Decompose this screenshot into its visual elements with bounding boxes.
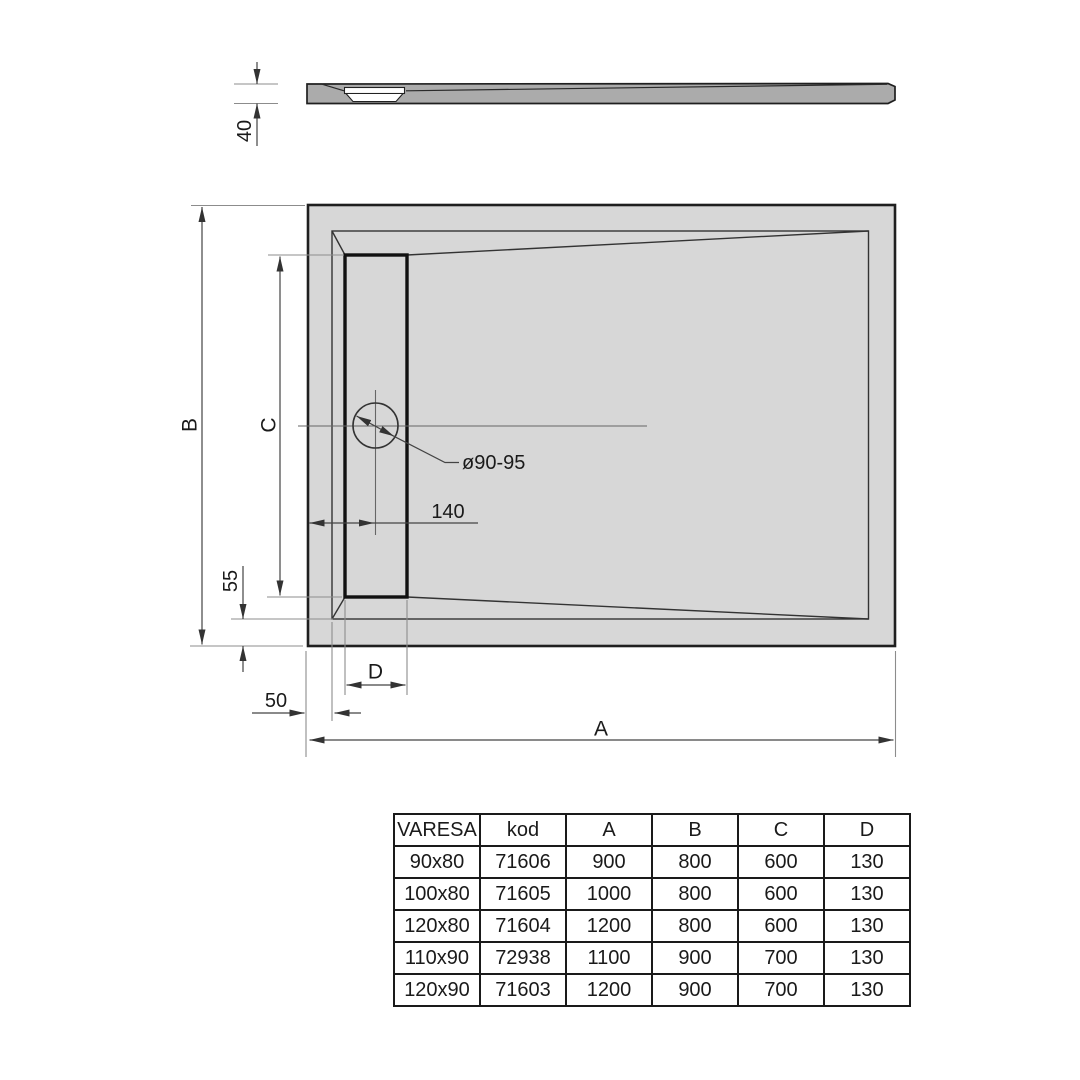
table-cell-c: 600 bbox=[738, 910, 824, 942]
table-cell-d: 130 bbox=[824, 910, 910, 942]
table-cell-a: 1200 bbox=[566, 910, 652, 942]
table-cell-a: 900 bbox=[566, 846, 652, 878]
dim-label-40: 40 bbox=[234, 119, 256, 143]
table-header-row bbox=[394, 814, 910, 846]
dim-label-B: B bbox=[178, 417, 202, 433]
plan-view bbox=[298, 205, 895, 646]
table-row bbox=[394, 846, 910, 878]
profile-view bbox=[307, 84, 895, 104]
table-cell-c: 700 bbox=[738, 942, 824, 974]
table-header-varesa: VARESA bbox=[394, 814, 480, 846]
table-cell-b: 800 bbox=[652, 878, 738, 910]
table-cell-size: 110x90 bbox=[394, 942, 480, 974]
spec-table bbox=[393, 813, 911, 1007]
dim-label-50: 50 bbox=[264, 690, 288, 712]
profile-drain-lip bbox=[345, 88, 405, 94]
table-header-b: B bbox=[652, 814, 738, 846]
table-cell-b: 900 bbox=[652, 974, 738, 1006]
table-row bbox=[394, 910, 910, 942]
table-cell-d: 130 bbox=[824, 846, 910, 878]
table-cell-c: 700 bbox=[738, 974, 824, 1006]
dim-label-A: A bbox=[593, 717, 609, 741]
table-header-kod: kod bbox=[480, 814, 566, 846]
table-cell-kod: 71606 bbox=[480, 846, 566, 878]
table-cell-size: 90x80 bbox=[394, 846, 480, 878]
table-cell-a: 1200 bbox=[566, 974, 652, 1006]
table-cell-a: 1100 bbox=[566, 942, 652, 974]
table-header-a: A bbox=[566, 814, 652, 846]
dim-label-140: 140 bbox=[431, 501, 465, 523]
table-cell-b: 800 bbox=[652, 910, 738, 942]
table-header-c: C bbox=[738, 814, 824, 846]
table-row bbox=[394, 974, 910, 1006]
dim-label-drain-diameter: ø90-95 bbox=[462, 452, 526, 474]
table-cell-size: 100x80 bbox=[394, 878, 480, 910]
table-cell-kod: 71604 bbox=[480, 910, 566, 942]
table-cell-kod: 72938 bbox=[480, 942, 566, 974]
table-cell-c: 600 bbox=[738, 846, 824, 878]
table-cell-d: 130 bbox=[824, 878, 910, 910]
table-cell-d: 130 bbox=[824, 942, 910, 974]
dim-label-C: C bbox=[257, 417, 281, 433]
table-cell-b: 900 bbox=[652, 942, 738, 974]
table-cell-size: 120x90 bbox=[394, 974, 480, 1006]
dim-label-D: D bbox=[367, 660, 384, 684]
table-cell-c: 600 bbox=[738, 878, 824, 910]
dim-label-55: 55 bbox=[220, 569, 242, 593]
table-cell-a: 1000 bbox=[566, 878, 652, 910]
table-header-d: D bbox=[824, 814, 910, 846]
table-row bbox=[394, 942, 910, 974]
table-cell-kod: 71603 bbox=[480, 974, 566, 1006]
table-row bbox=[394, 878, 910, 910]
dimension-A bbox=[310, 651, 896, 757]
table-cell-b: 800 bbox=[652, 846, 738, 878]
profile-drain-recess bbox=[346, 94, 403, 102]
table-cell-kod: 71605 bbox=[480, 878, 566, 910]
table-cell-size: 120x80 bbox=[394, 910, 480, 942]
table-cell-d: 130 bbox=[824, 974, 910, 1006]
dimension-40 bbox=[234, 62, 278, 146]
